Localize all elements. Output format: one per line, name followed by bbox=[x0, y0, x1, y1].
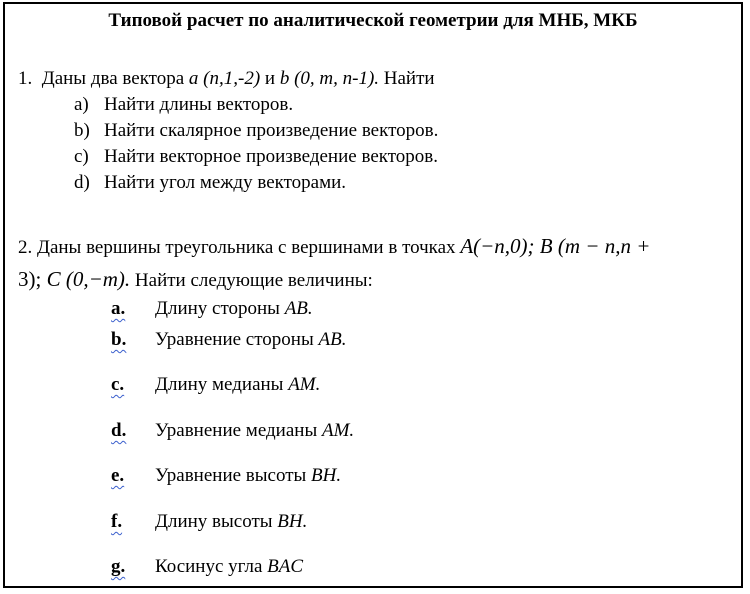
task2-item-text: Уравнение медианы bbox=[155, 420, 322, 441]
task2-item-marker: b. bbox=[111, 329, 127, 350]
task1-intro-pre: Даны два вектора bbox=[41, 68, 189, 89]
task2-item-text: Косинус угла bbox=[155, 556, 268, 577]
task2-item-var: BH. bbox=[311, 465, 342, 486]
point-b-end: 3); bbox=[18, 267, 42, 291]
task1-item-b bbox=[74, 120, 438, 142]
task1-intro bbox=[18, 68, 435, 90]
task2-item-var: AB. bbox=[318, 329, 347, 350]
task2-item-marker: e. bbox=[111, 465, 125, 486]
vector-a: a (n,1,-2) bbox=[188, 68, 261, 89]
task1-item-text: Найти длины векторов. bbox=[104, 94, 294, 115]
task2-item-var: BAC bbox=[267, 556, 304, 577]
task2-line2 bbox=[18, 267, 373, 292]
task1-item-text: Найти скалярное произведение векторов. bbox=[104, 120, 439, 141]
task1-item-text: Найти угол между векторами. bbox=[104, 172, 347, 193]
task2-item-marker: d. bbox=[111, 420, 127, 441]
point-b: B (m − n,n + bbox=[534, 234, 651, 258]
task2-item-text: Уравнение стороны bbox=[155, 329, 319, 350]
task1-item-c bbox=[74, 146, 438, 168]
task2-item-var: BH. bbox=[277, 511, 308, 532]
task2-item-marker: g. bbox=[111, 556, 126, 577]
point-c: C (0,−m). bbox=[41, 267, 131, 291]
task1-item-a bbox=[74, 94, 293, 116]
document-title: Типовой расчет по аналитической геометрии для МНБ, МКБ bbox=[108, 10, 638, 31]
task1-item-marker: b) bbox=[74, 120, 90, 141]
task2-item-text: Длину медианы bbox=[155, 374, 289, 395]
task2-item-var: AB. bbox=[284, 298, 313, 319]
task1-item-text: Найти векторное произведение векторов. bbox=[104, 146, 439, 167]
task2-item-marker: c. bbox=[111, 374, 125, 395]
task2-intro: 2. Даны вершины треугольника с вершинами в точках bbox=[18, 237, 461, 258]
point-a: A(−n,0); bbox=[460, 234, 535, 258]
task2-item-var: AM. bbox=[321, 420, 355, 441]
task2-item-text: Длину высоты bbox=[155, 511, 278, 532]
task1-conj: и bbox=[260, 68, 280, 89]
vector-b: b (0, m, n-1). bbox=[279, 68, 380, 89]
task2-item-marker: f. bbox=[111, 511, 123, 532]
task2-item-text: Уравнение высоты bbox=[155, 465, 312, 486]
task1-item-d bbox=[74, 172, 346, 194]
task2-item-var: AM. bbox=[288, 374, 321, 395]
task1-intro-post: Найти bbox=[379, 68, 435, 89]
task1-item-marker: c) bbox=[74, 146, 89, 167]
task1-item-marker: d) bbox=[74, 172, 90, 193]
task2-intro-end: Найти следующие величины: bbox=[130, 270, 373, 291]
task1-item-marker: a) bbox=[74, 94, 89, 115]
task2-item-text: Длину стороны bbox=[155, 298, 285, 319]
task2-item-marker: a. bbox=[111, 298, 126, 319]
task1-number: 1. bbox=[18, 68, 33, 89]
task2-line1 bbox=[18, 234, 650, 259]
